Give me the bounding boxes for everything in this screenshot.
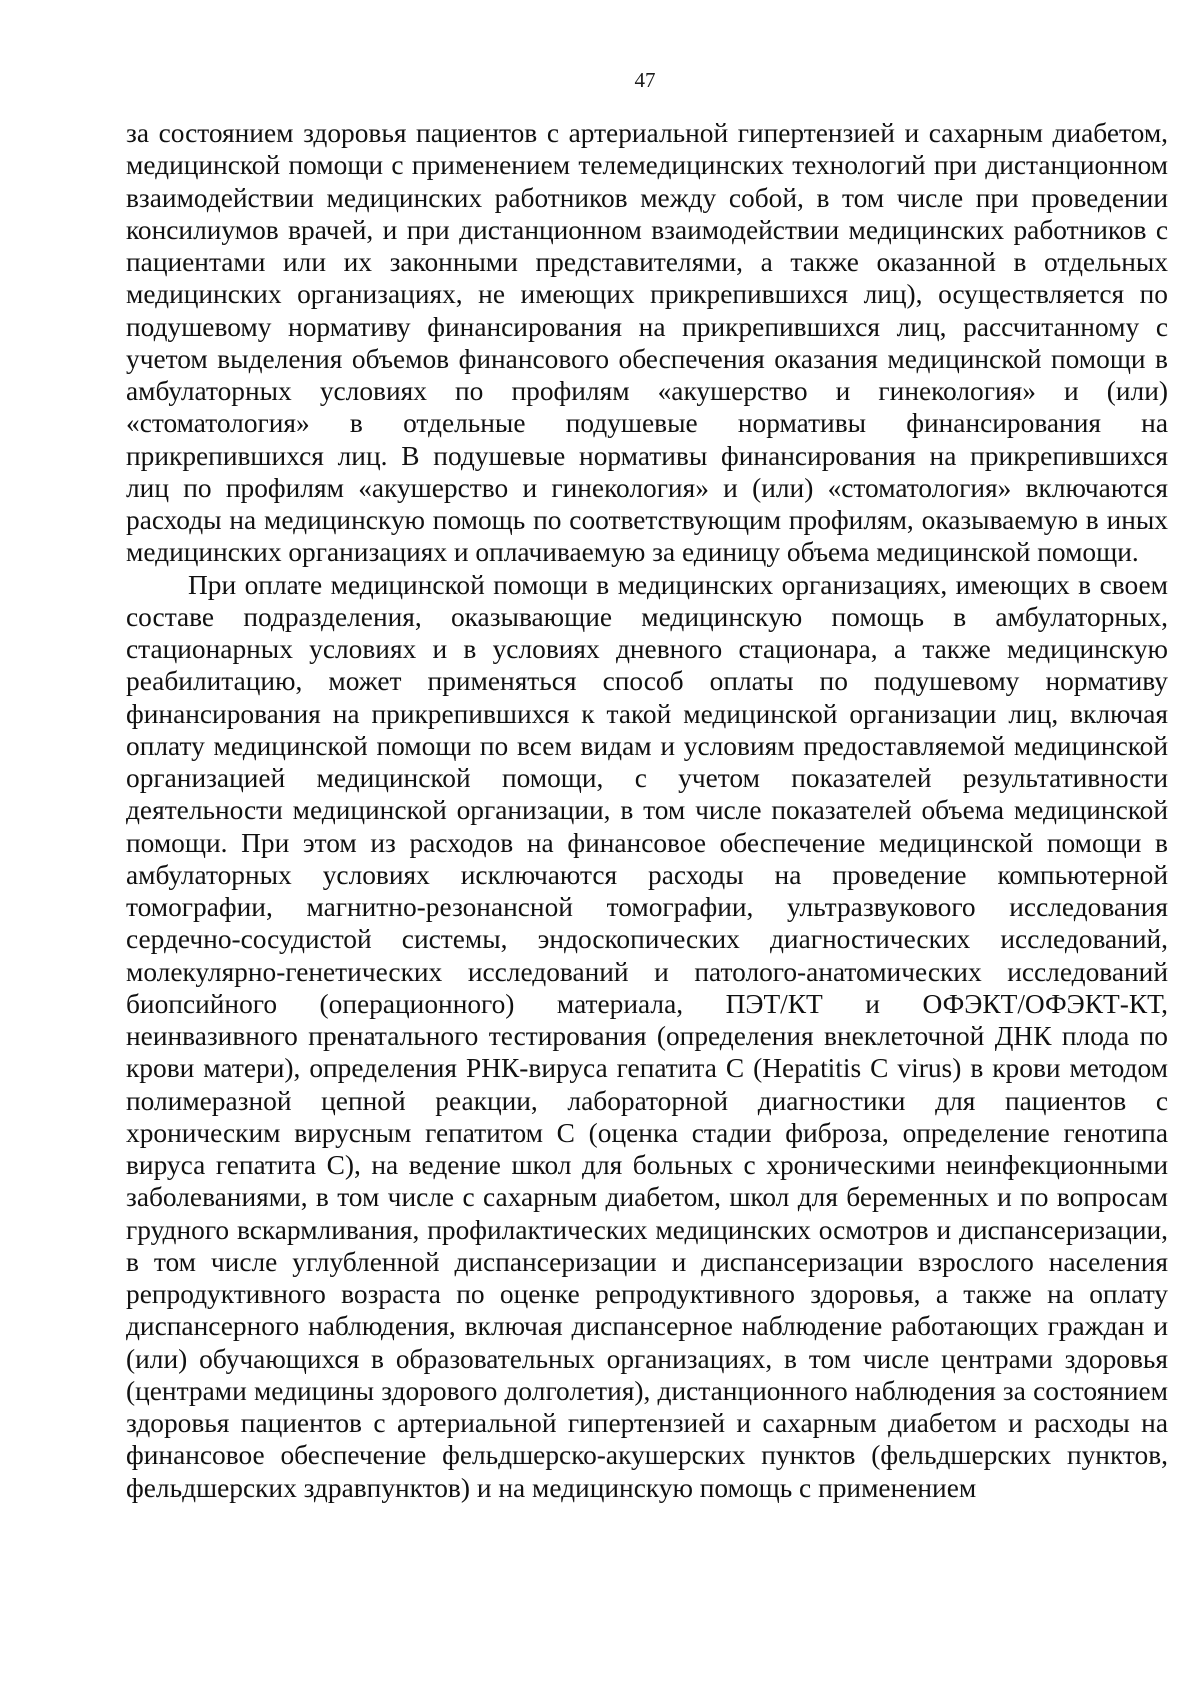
paragraph-payment-method: При оплате медицинской помощи в медицинских организациях, имеющих в своем составе подразделения, оказывающие медицинскую помощь в амбулаторных, стационарных условиях и в условиях дневного стационара, а также медицинскую реабилитацию, может применяться способ оплаты по подушевому нормативу финансирования на прикрепившихся к такой медицинской организации лиц, включая оплату медицинской помощи по всем видам и условиям предоставляемой медицинской организацией медицинской помощи, с учетом показателей результативности деятельности медицинской организации, в том числе показателей объема медицинской помощи. При этом из расходов на финансовое обеспечение медицинской помощи в амбулаторных условиях исключаются расходы на проведение компьютерной томографии, магнитно-резонансной томографии, ультразвукового исследования сердечно-сосудистой системы, эндоскопических диагностических исследований, молекулярно-генетических исследований и патолого-анатомических исследований биопсийного (операционного) материала, ПЭТ/КТ и ОФЭКТ/ОФЭКТ-КТ, неинвазивного пренатального тестирования (определения внеклеточной ДНК плода по крови матери), определения РНК-вируса гепатита С (Hepatitis C virus) в крови методом полимеразной цепной реакции, лабораторной диагностики для пациентов с хроническим вирусным гепатитом С (оценка стадии фиброза, определение генотипа вируса гепатита С), на ведение школ для больных с хроническими неинфекционными заболеваниями, в том числе с сахарным диабетом, школ для беременных и по вопросам грудного вскармливания, профилактических медицинских осмотров и диспансеризации, в том числе углубленной диспансеризации и диспансеризации взрослого населения репродуктивного возраста по оценке репродуктивного здоровья, а также на оплату диспансерного наблюдения, включая диспансерное наблюдение работающих граждан и (или) обучающихся в образовательных организациях, в том числе центрами здоровья (центрами медицины здорового долголетия), дистанционного наблюдения за состоянием здоровья пациентов с артериальной гипертензией и сахарным диабетом и расходы на финансовое обеспечение фельдшерско-акушерских пунктов (фельдшерских пунктов, фельдшерских здравпунктов) и на медицинскую помощь с применением (126, 569, 1168, 1503)
page-number: 47 (634, 68, 656, 92)
document-body (126, 117, 1168, 1504)
paragraph-continued: за состоянием здоровья пациентов с артериальной гипертензией и сахарным диабетом, медицинской помощи с применением телемедицинских технологий при дистанционном взаимодействии медицинских работников между собой, в том числе при проведении консилиумов врачей, и при дистанционном взаимодействии медицинских работников с пациентами или их законными представителями, а также оказанной в отдельных медицинских организациях, не имеющих прикрепившихся лиц), осуществляется по подушевому нормативу финансирования на прикрепившихся лиц, рассчитанному с учетом выделения объемов финансового обеспечения оказания медицинской помощи в амбулаторных условиях по профилям «акушерство и гинекология» и (или) «стоматология» в отдельные подушевые нормативы финансирования на прикрепившихся лиц. В подушевые нормативы финансирования на прикрепившихся лиц по профилям «акушерство и гинекология» и (или) «стоматология» включаются расходы на медицинскую помощь по соответствующим профилям, оказываемую в иных медицинских организациях и оплачиваемую за единицу объема медицинской помощи. (126, 118, 1168, 568)
